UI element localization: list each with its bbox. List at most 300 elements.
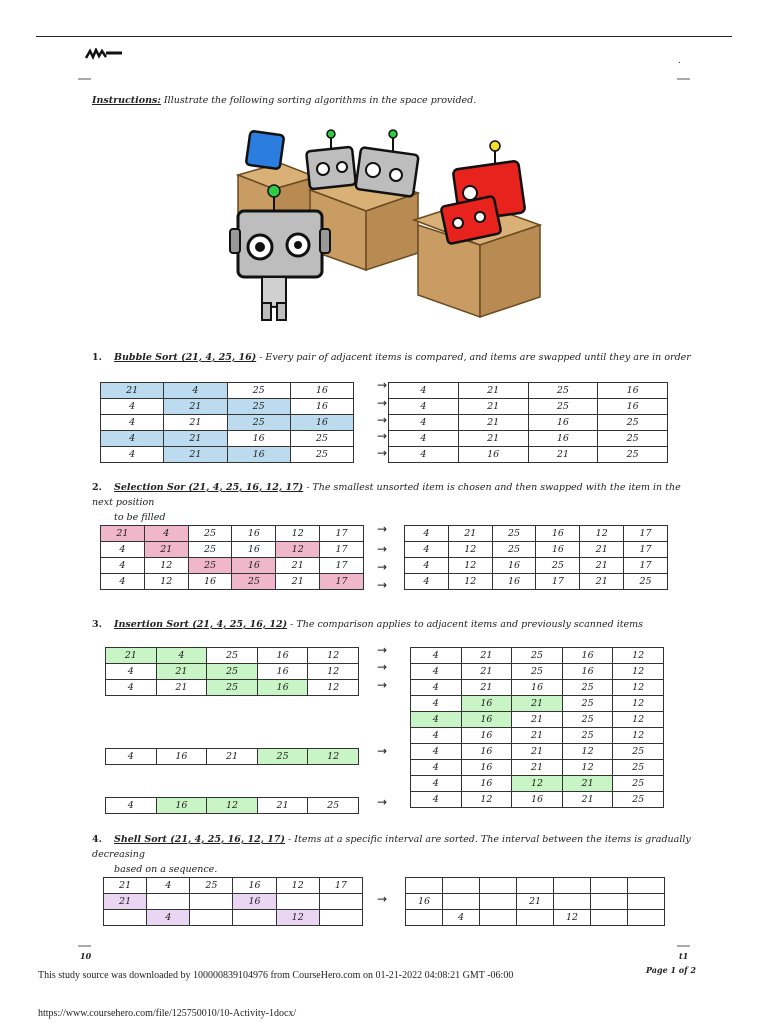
table-cell: 25: [562, 696, 613, 712]
table-row: [389, 447, 668, 463]
table-row: [411, 776, 664, 792]
table-cell: 21: [164, 447, 227, 463]
table-cell: 21: [461, 648, 512, 664]
table-cell: 12: [308, 749, 359, 765]
table-cell: 12: [308, 680, 359, 696]
table-row: [411, 728, 664, 744]
table-cell: 16: [232, 526, 276, 542]
table-cell: 4: [389, 415, 459, 431]
table-cell: 21: [207, 749, 258, 765]
section-4-heading: [92, 832, 692, 877]
section-3-description: - The comparison applies to adjacent items and previously scanned items: [287, 619, 644, 630]
table-cell: 21: [144, 542, 188, 558]
table-row: [106, 798, 359, 814]
table-cell: 25: [613, 776, 664, 792]
footer-source-text: This study source was downloaded by 100000839104976 from CourseHero.com on 01-21-2022 04:08:21 GMT -06:00: [38, 970, 514, 981]
table-cell: 21: [512, 760, 563, 776]
table-row: [101, 558, 364, 574]
table-cell: 4: [389, 383, 459, 399]
table-cell: [406, 910, 443, 926]
table-cell: 16: [461, 712, 512, 728]
arrow-icon: →: [377, 660, 388, 674]
table-cell: 25: [207, 680, 258, 696]
footer-right-code: t1: [679, 951, 689, 961]
arrow-icon: →: [377, 396, 388, 410]
table-cell: 4: [405, 574, 449, 590]
table-cell: 4: [389, 431, 459, 447]
table-cell: 21: [276, 558, 320, 574]
table-cell: 4: [101, 542, 145, 558]
table-cell: 25: [598, 431, 668, 447]
table-cell: [628, 878, 665, 894]
table-cell: 25: [257, 749, 308, 765]
table-cell: 25: [492, 542, 536, 558]
table-cell: 21: [562, 792, 613, 808]
selection-sort-steps-table: [100, 525, 364, 590]
table-cell: 25: [188, 526, 232, 542]
table-cell: 16: [227, 431, 290, 447]
table-cell: 25: [528, 383, 598, 399]
table-cell: 25: [188, 542, 232, 558]
table-cell: 4: [101, 574, 145, 590]
table-cell: 25: [232, 574, 276, 590]
table-row: [389, 399, 668, 415]
table-cell: 21: [580, 574, 624, 590]
table-row: [411, 792, 664, 808]
table-cell: 4: [411, 776, 462, 792]
table-row: [405, 526, 668, 542]
shell-sort-steps-table: [103, 877, 363, 926]
table-row: [106, 664, 359, 680]
section-2-number: 2.: [92, 482, 102, 493]
insertion-sort-steps-table-b: [105, 748, 359, 765]
table-cell: [480, 894, 517, 910]
table-row: [411, 664, 664, 680]
section-1-title: Bubble Sort (21, 4, 25, 16): [114, 352, 257, 363]
table-cell: 25: [562, 712, 613, 728]
table-row: [101, 399, 354, 415]
table-row: [104, 910, 363, 926]
table-cell: 12: [613, 680, 664, 696]
table-cell: 4: [389, 399, 459, 415]
table-cell: 16: [461, 760, 512, 776]
table-cell: 16: [156, 798, 207, 814]
table-cell: 21: [276, 574, 320, 590]
table-cell: 12: [276, 526, 320, 542]
table-row: [104, 894, 363, 910]
table-cell: 16: [461, 776, 512, 792]
table-cell: 12: [613, 648, 664, 664]
table-cell: [628, 894, 665, 910]
table-cell: 16: [461, 728, 512, 744]
table-cell: 21: [106, 648, 157, 664]
arrow-icon: →: [377, 522, 388, 536]
table-cell: 16: [233, 878, 276, 894]
table-cell: 16: [598, 383, 668, 399]
insertion-sort-steps-table-a: [105, 647, 359, 696]
arrow-icon: →: [377, 429, 388, 443]
table-cell: 21: [156, 664, 207, 680]
table-cell: 25: [227, 399, 290, 415]
table-cell: 25: [624, 574, 668, 590]
table-cell: [319, 894, 362, 910]
table-cell: 25: [598, 447, 668, 463]
table-cell: 12: [144, 574, 188, 590]
table-cell: 21: [517, 894, 554, 910]
table-cell: 25: [562, 680, 613, 696]
table-cell: 21: [458, 399, 528, 415]
table-cell: 4: [411, 744, 462, 760]
insertion-sort-steps-table-c: [105, 797, 359, 814]
table-cell: 25: [613, 760, 664, 776]
table-cell: 12: [613, 728, 664, 744]
table-cell: 16: [536, 526, 580, 542]
table-row: [405, 558, 668, 574]
table-cell: 16: [492, 558, 536, 574]
table-cell: 4: [106, 798, 157, 814]
table-row: [406, 878, 665, 894]
table-cell: [319, 910, 362, 926]
table-row: [106, 648, 359, 664]
insertion-sort-results-table: [410, 647, 664, 808]
instructions: [92, 95, 476, 106]
table-cell: 21: [164, 431, 227, 447]
table-cell: 25: [528, 399, 598, 415]
table-cell: 12: [613, 664, 664, 680]
table-cell: 12: [562, 760, 613, 776]
table-row: [411, 696, 664, 712]
table-cell: 17: [319, 878, 362, 894]
table-cell: 21: [562, 776, 613, 792]
instructions-text: Illustrate the following sorting algorithms in the space provided.: [163, 95, 477, 106]
table-cell: 12: [448, 574, 492, 590]
table-cell: 16: [227, 447, 290, 463]
table-cell: 21: [461, 680, 512, 696]
table-cell: 12: [308, 664, 359, 680]
table-cell: 4: [147, 910, 190, 926]
table-row: [101, 415, 354, 431]
table-cell: 21: [458, 431, 528, 447]
robots-in-boxes-illustration: [218, 125, 550, 325]
header-dash-left: [78, 78, 91, 80]
table-row: [406, 910, 665, 926]
table-cell: 21: [512, 712, 563, 728]
table-cell: 16: [492, 574, 536, 590]
table-cell: 12: [613, 696, 664, 712]
table-cell: 12: [448, 542, 492, 558]
section-4-title: Shell Sort (21, 4, 25, 16, 12, 17): [114, 834, 286, 845]
table-cell: 21: [104, 894, 147, 910]
table-cell: 12: [580, 526, 624, 542]
arrow-icon: →: [377, 542, 388, 556]
table-cell: 25: [308, 798, 359, 814]
table-row: [101, 431, 354, 447]
table-row: [101, 447, 354, 463]
section-3-title: Insertion Sort (21, 4, 25, 16, 12): [114, 619, 288, 630]
table-cell: [233, 910, 276, 926]
table-row: [389, 383, 668, 399]
table-cell: 17: [320, 526, 364, 542]
top-rule: [36, 36, 732, 37]
table-cell: 25: [190, 878, 233, 894]
section-3-number: 3.: [92, 619, 102, 630]
footer-url[interactable]: https://www.coursehero.com/file/125750010/10-Activity-1docx/: [38, 1008, 297, 1019]
table-row: [406, 894, 665, 910]
arrow-icon: →: [377, 795, 388, 809]
table-cell: 16: [232, 558, 276, 574]
table-cell: 16: [528, 431, 598, 447]
table-cell: 21: [101, 383, 164, 399]
arrow-icon: →: [377, 560, 388, 574]
table-cell: 17: [320, 574, 364, 590]
table-cell: 4: [411, 712, 462, 728]
table-cell: 25: [290, 447, 353, 463]
table-cell: 4: [411, 664, 462, 680]
shell-sort-results-table: [405, 877, 665, 926]
table-cell: [480, 910, 517, 926]
table-cell: 4: [405, 526, 449, 542]
table-cell: [190, 910, 233, 926]
table-cell: 4: [147, 878, 190, 894]
table-cell: 25: [227, 415, 290, 431]
table-cell: 17: [624, 526, 668, 542]
table-cell: 4: [443, 910, 480, 926]
table-cell: 21: [448, 526, 492, 542]
table-cell: 17: [320, 558, 364, 574]
table-cell: 21: [461, 664, 512, 680]
table-cell: 4: [101, 399, 164, 415]
table-cell: 25: [613, 792, 664, 808]
table-cell: [591, 910, 628, 926]
table-cell: 16: [257, 648, 308, 664]
table-cell: 4: [156, 648, 207, 664]
table-cell: [554, 878, 591, 894]
table-cell: 25: [598, 415, 668, 431]
table-cell: [406, 878, 443, 894]
table-cell: 4: [101, 558, 145, 574]
table-cell: 4: [144, 526, 188, 542]
table-cell: 16: [156, 749, 207, 765]
table-cell: 16: [188, 574, 232, 590]
arrow-icon: →: [377, 678, 388, 692]
table-cell: 21: [458, 383, 528, 399]
table-cell: [628, 910, 665, 926]
table-row: [101, 542, 364, 558]
table-cell: 4: [101, 415, 164, 431]
table-cell: 16: [233, 894, 276, 910]
section-1-number: 1.: [92, 352, 102, 363]
table-cell: 12: [461, 792, 512, 808]
table-cell: 12: [276, 910, 319, 926]
footer-dash-right: [677, 945, 690, 947]
table-cell: 4: [411, 792, 462, 808]
table-cell: [591, 894, 628, 910]
section-4-description: - Items at a specific interval are sorted. The interval between the items is gradually decreasing: [92, 834, 691, 860]
table-cell: 21: [458, 415, 528, 431]
table-cell: 4: [405, 542, 449, 558]
table-cell: 4: [106, 749, 157, 765]
table-cell: 16: [290, 383, 353, 399]
table-cell: [147, 894, 190, 910]
table-cell: 21: [257, 798, 308, 814]
table-row: [104, 878, 363, 894]
table-cell: [591, 878, 628, 894]
table-row: [101, 526, 364, 542]
table-cell: 12: [207, 798, 258, 814]
section-2-description: - The smallest unsorted item is chosen and then swapped with the item in the next position: [92, 482, 681, 508]
table-cell: 25: [512, 648, 563, 664]
table-cell: 25: [492, 526, 536, 542]
section-1-description: - Every pair of adjacent items is compared, and items are swapped until they are in order: [256, 352, 691, 363]
table-cell: 21: [512, 728, 563, 744]
section-3-heading: [92, 617, 692, 632]
table-cell: 4: [389, 447, 459, 463]
arrow-icon: →: [377, 446, 388, 460]
table-cell: 25: [512, 664, 563, 680]
table-cell: 16: [257, 680, 308, 696]
table-cell: 21: [101, 526, 145, 542]
arrow-icon: →: [377, 892, 388, 906]
table-cell: 16: [458, 447, 528, 463]
table-cell: [480, 878, 517, 894]
table-cell: 12: [512, 776, 563, 792]
section-2-heading: [92, 480, 692, 525]
table-cell: 25: [188, 558, 232, 574]
table-row: [411, 760, 664, 776]
table-cell: 21: [164, 399, 227, 415]
arrow-icon: →: [377, 643, 388, 657]
table-row: [405, 542, 668, 558]
table-cell: 16: [406, 894, 443, 910]
selection-sort-results-table: [404, 525, 668, 590]
table-cell: [517, 910, 554, 926]
arrow-icon: →: [377, 744, 388, 758]
table-cell: 25: [613, 744, 664, 760]
table-cell: 25: [227, 383, 290, 399]
table-cell: 21: [164, 415, 227, 431]
table-cell: 12: [554, 910, 591, 926]
table-cell: 12: [276, 878, 319, 894]
table-cell: 4: [106, 680, 157, 696]
table-cell: 21: [528, 447, 598, 463]
table-cell: 4: [411, 648, 462, 664]
table-cell: 16: [528, 415, 598, 431]
table-row: [411, 648, 664, 664]
table-cell: [104, 910, 147, 926]
table-cell: 16: [461, 744, 512, 760]
table-cell: 16: [290, 399, 353, 415]
table-cell: 4: [411, 760, 462, 776]
arrow-icon: →: [377, 578, 388, 592]
section-1-heading: [92, 350, 692, 365]
table-cell: 16: [512, 680, 563, 696]
table-cell: 17: [536, 574, 580, 590]
table-cell: 25: [536, 558, 580, 574]
table-cell: 17: [624, 542, 668, 558]
footer-dash-left: [78, 945, 91, 947]
table-cell: 12: [144, 558, 188, 574]
table-cell: 16: [461, 696, 512, 712]
table-cell: 12: [308, 648, 359, 664]
table-cell: 16: [536, 542, 580, 558]
table-row: [106, 749, 359, 765]
table-cell: 25: [290, 431, 353, 447]
table-cell: 16: [257, 664, 308, 680]
table-cell: 4: [411, 680, 462, 696]
section-4-number: 4.: [92, 834, 102, 845]
table-cell: 16: [598, 399, 668, 415]
section-4-description-cont: based on a sequence.: [114, 864, 218, 875]
table-cell: 21: [512, 696, 563, 712]
header-logo: [84, 47, 124, 61]
table-cell: [190, 894, 233, 910]
table-row: [411, 712, 664, 728]
table-cell: [443, 894, 480, 910]
table-row: [411, 744, 664, 760]
table-cell: 25: [562, 728, 613, 744]
table-cell: 17: [320, 542, 364, 558]
footer-page-number: Page 1 of 2: [646, 965, 696, 975]
table-cell: 4: [411, 696, 462, 712]
table-cell: 16: [290, 415, 353, 431]
table-cell: 25: [207, 648, 258, 664]
table-cell: 16: [562, 664, 613, 680]
table-cell: 16: [232, 542, 276, 558]
table-cell: 21: [104, 878, 147, 894]
footer-left-code: 10: [80, 951, 92, 961]
table-cell: 4: [101, 431, 164, 447]
table-cell: 4: [411, 728, 462, 744]
table-cell: 12: [613, 712, 664, 728]
table-cell: 4: [405, 558, 449, 574]
table-cell: [517, 878, 554, 894]
table-row: [389, 415, 668, 431]
instructions-label: Instructions:: [92, 95, 161, 106]
table-cell: 21: [580, 558, 624, 574]
table-cell: 21: [512, 744, 563, 760]
table-cell: 16: [512, 792, 563, 808]
bubble-sort-steps-table: [100, 382, 354, 463]
arrow-icon: →: [377, 413, 388, 427]
bubble-sort-results-table: [388, 382, 668, 463]
table-cell: 4: [101, 447, 164, 463]
table-cell: [554, 894, 591, 910]
section-2-description-cont: to be filled: [114, 512, 166, 523]
table-row: [389, 431, 668, 447]
section-2-title: Selection Sor (21, 4, 25, 16, 12, 17): [114, 482, 304, 493]
table-cell: 12: [562, 744, 613, 760]
table-cell: 12: [448, 558, 492, 574]
table-cell: 21: [156, 680, 207, 696]
table-cell: 16: [562, 648, 613, 664]
table-cell: 12: [276, 542, 320, 558]
table-cell: 21: [580, 542, 624, 558]
table-cell: [443, 878, 480, 894]
header-dot: .: [678, 56, 681, 66]
table-row: [405, 574, 668, 590]
table-cell: 17: [624, 558, 668, 574]
header-dash-right: [677, 78, 690, 80]
table-cell: 4: [106, 664, 157, 680]
table-row: [101, 383, 354, 399]
table-cell: [276, 894, 319, 910]
table-cell: 4: [164, 383, 227, 399]
table-row: [106, 680, 359, 696]
table-row: [101, 574, 364, 590]
table-row: [411, 680, 664, 696]
arrow-icon: →: [377, 378, 388, 392]
table-cell: 25: [207, 664, 258, 680]
